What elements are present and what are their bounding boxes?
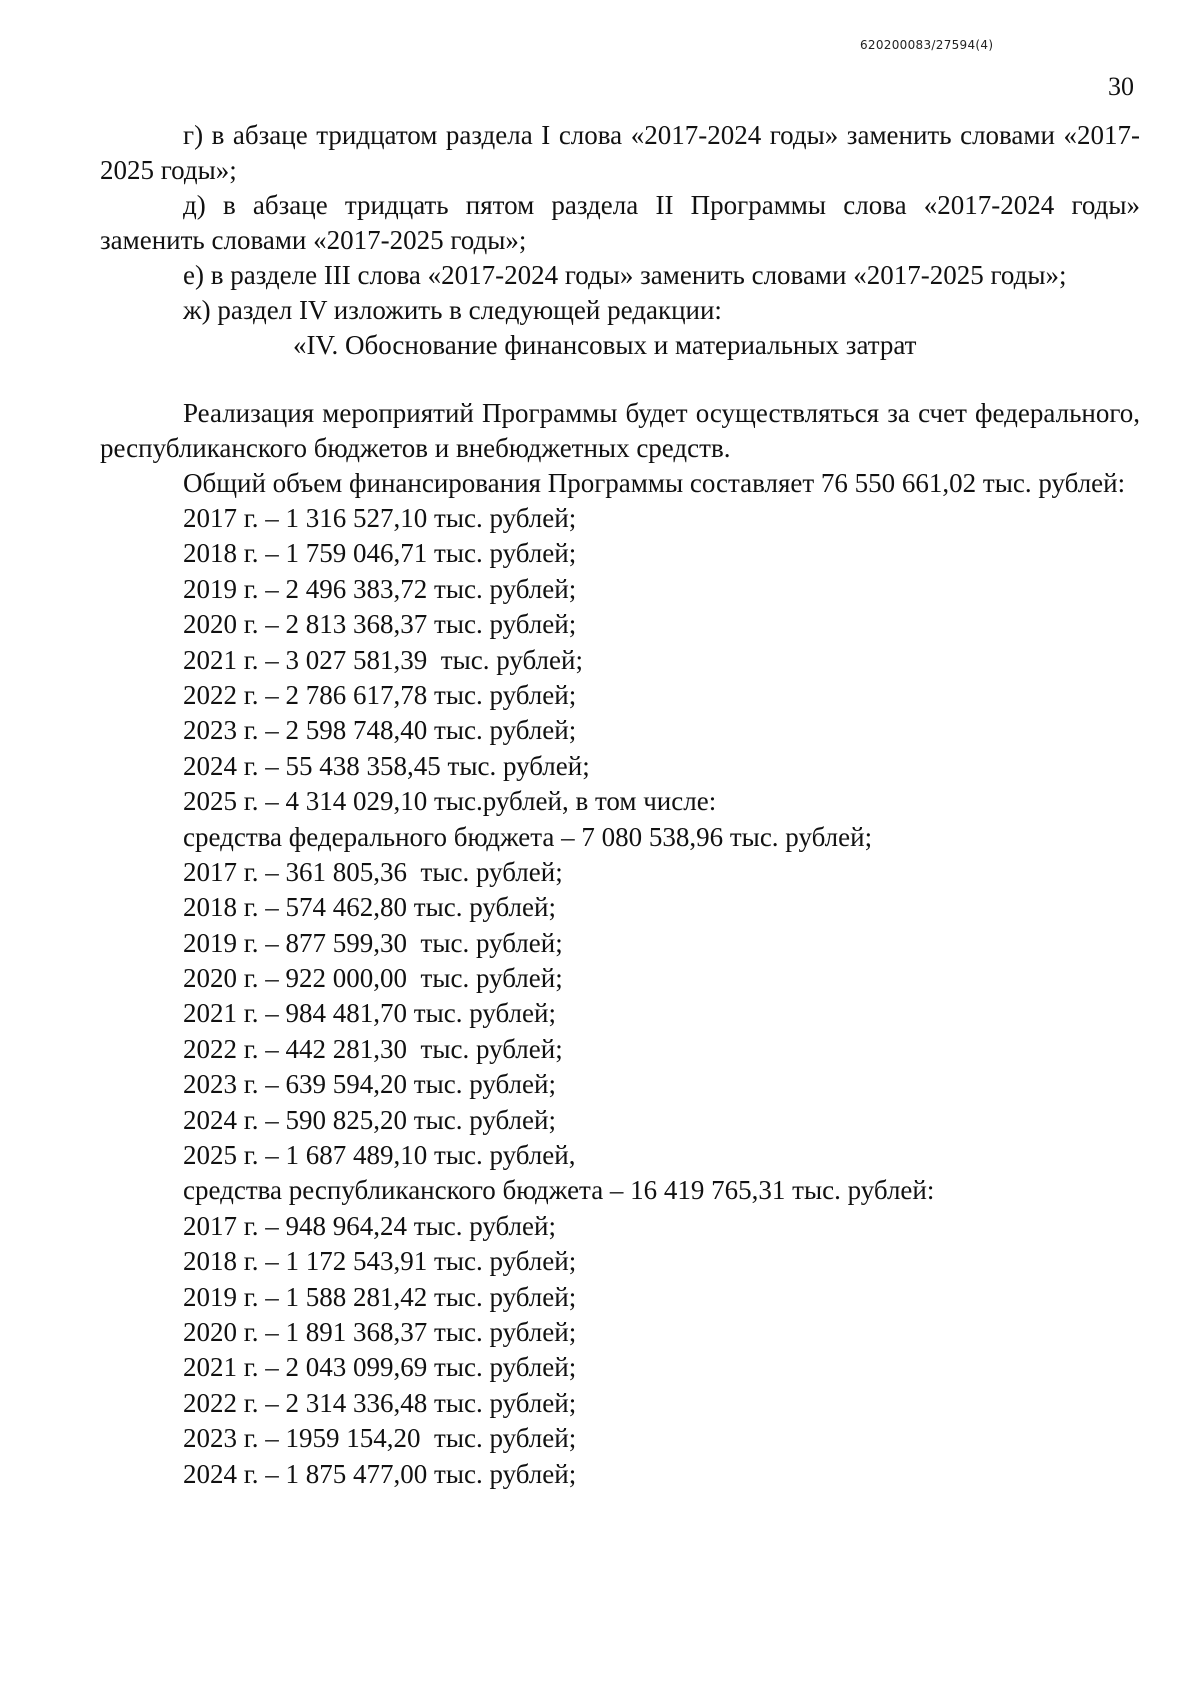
total-year-row: 2024 г. – 55 438 358,45 тыс. рублей; <box>183 750 590 781</box>
item-d: д) в абзаце тридцать пятом раздела II Программы слова «2017-2024 годы» заменить словами «2017-2025 годы»; <box>100 190 1140 255</box>
section-heading: «IV. Обоснование финансовых и материальных затрат <box>293 330 917 360</box>
item-g: г) в абзаце тридцатом раздела I слова «2017-2024 годы» заменить словами «2017-2025 годы»; <box>100 120 1140 185</box>
federal-year-row: 2017 г. – 361 805,36 тыс. рублей; <box>183 856 563 887</box>
item-zh: ж) раздел IV изложить в следующей редакции: <box>183 295 722 325</box>
federal-year-row: 2020 г. – 922 000,00 тыс. рублей; <box>183 963 563 994</box>
item-e: е) в разделе III слова «2017-2024 годы» заменить словами «2017-2025 годы»; <box>183 260 1067 290</box>
republican-year-row: 2019 г. – 1 588 281,42 тыс. рублей; <box>183 1281 577 1312</box>
total-year-row: 2023 г. – 2 598 748,40 тыс. рублей; <box>183 715 577 746</box>
section-paragraph-funding-sources: Реализация мероприятий Программы будет осуществляться за счет федерального, республиканского бюджетов и внебюджетных средств. <box>100 398 1140 463</box>
federal-year-row: 2021 г. – 984 481,70 тыс. рублей; <box>183 998 556 1029</box>
total-year-row: 2020 г. – 2 813 368,37 тыс. рублей; <box>183 609 577 640</box>
total-year-row: 2025 г. – 4 314 029,10 тыс.рублей, в том числе: <box>183 786 717 817</box>
document-body <box>100 118 1140 1492</box>
spacer <box>100 363 1140 396</box>
funding-list <box>100 501 1140 1492</box>
federal-year-row: 2025 г. – 1 687 489,10 тыс. рублей, <box>183 1140 576 1171</box>
republican-year-row: 2017 г. – 948 964,24 тыс. рублей; <box>183 1210 556 1241</box>
page-number: 30 <box>1108 72 1134 101</box>
federal-year-row: 2022 г. – 442 281,30 тыс. рублей; <box>183 1033 563 1064</box>
total-year-row: 2017 г. – 1 316 527,10 тыс. рублей; <box>183 503 577 533</box>
total-year-row: 2022 г. – 2 786 617,78 тыс. рублей; <box>183 679 577 710</box>
total-year-row: 2021 г. – 3 027 581,39 тыс. рублей; <box>183 644 583 675</box>
federal-year-row: 2019 г. – 877 599,30 тыс. рублей; <box>183 927 563 958</box>
total-year-row: 2019 г. – 2 496 383,72 тыс. рублей; <box>183 573 577 604</box>
republican-year-row: 2018 г. – 1 172 543,91 тыс. рублей; <box>183 1246 577 1277</box>
federal-year-row: 2018 г. – 574 462,80 тыс. рублей; <box>183 892 556 923</box>
total-year-row: 2018 г. – 1 759 046,71 тыс. рублей; <box>183 538 577 569</box>
republican-year-row: 2024 г. – 1 875 477,00 тыс. рублей; <box>183 1458 577 1489</box>
document-id: 620200083/27594(4) <box>860 38 994 52</box>
section-paragraph-total-volume: Общий объем финансирования Программы составляет 76 550 661,02 тыс. рублей: <box>183 468 1126 498</box>
federal-year-row: 2023 г. – 639 594,20 тыс. рублей; <box>183 1069 556 1100</box>
federal-year-row: 2024 г. – 590 825,20 тыс. рублей; <box>183 1104 556 1135</box>
republican-budget-label: средства республиканского бюджета – 16 419 765,31 тыс. рублей: <box>183 1175 935 1206</box>
republican-year-row: 2021 г. – 2 043 099,69 тыс. рублей; <box>183 1352 577 1383</box>
federal-budget-label: средства федерального бюджета – 7 080 538,96 тыс. рублей; <box>183 821 873 852</box>
republican-year-row: 2022 г. – 2 314 336,48 тыс. рублей; <box>183 1387 577 1418</box>
republican-year-row: 2020 г. – 1 891 368,37 тыс. рублей; <box>183 1316 577 1347</box>
republican-year-row: 2023 г. – 1959 154,20 тыс. рублей; <box>183 1423 577 1454</box>
